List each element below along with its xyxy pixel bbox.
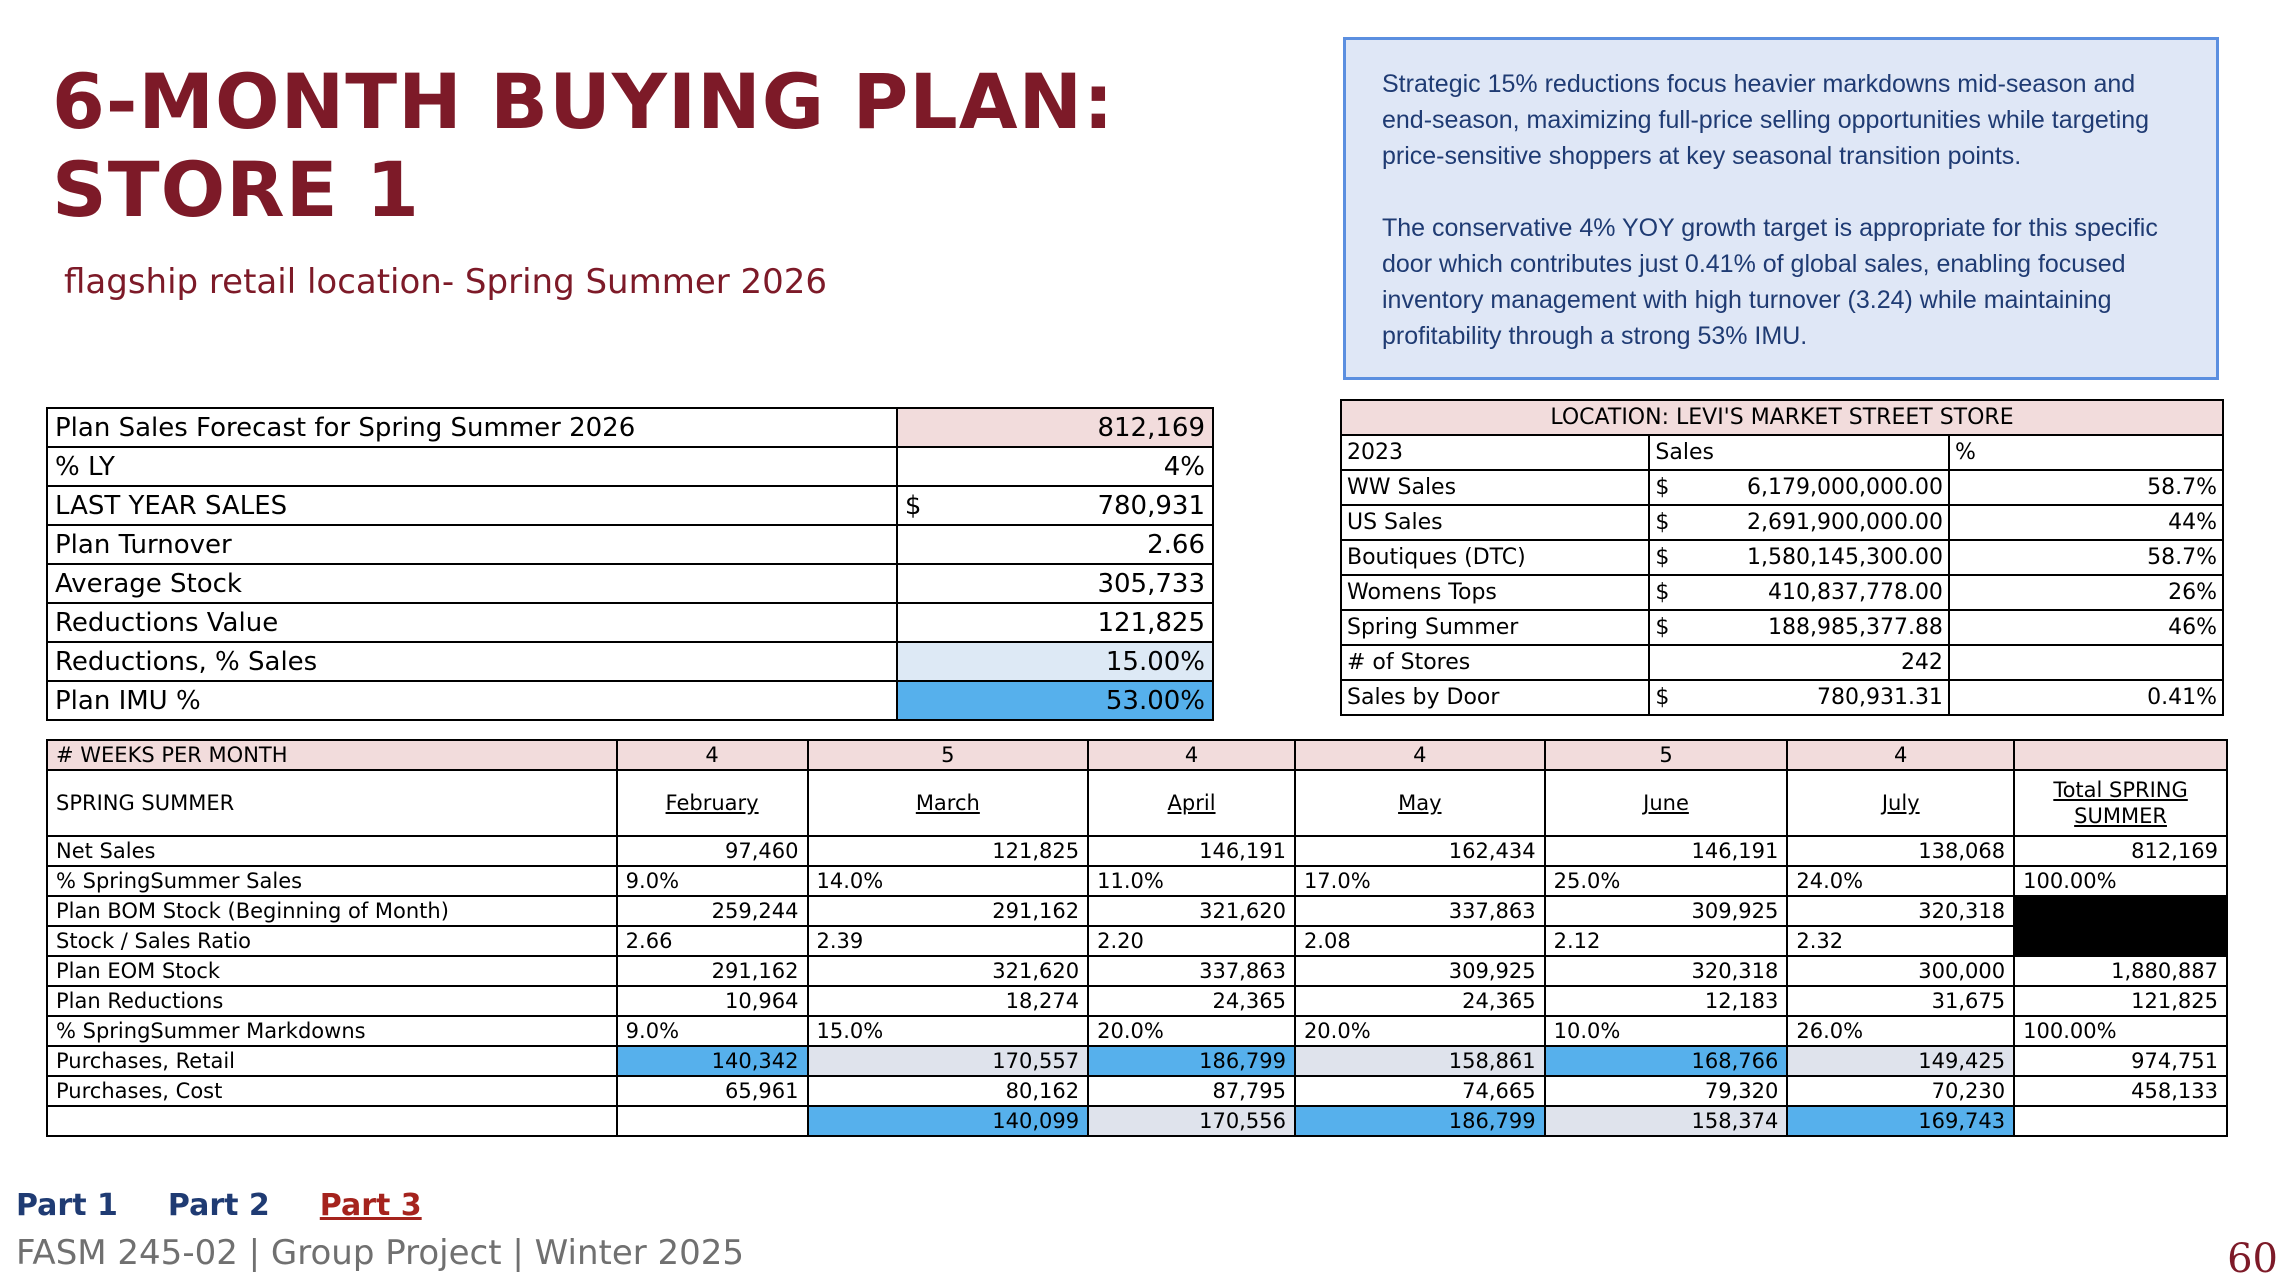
month-value: 146,191: [1545, 836, 1788, 866]
row-label: Net Sales: [47, 836, 617, 866]
total-value: 100.00%: [2014, 866, 2227, 896]
total-value: 812,169: [2014, 836, 2227, 866]
total-value: 1,880,887: [2014, 956, 2227, 986]
location-sales-cell: [1649, 505, 1949, 540]
location-sales: 6,179,000,000.00: [1747, 475, 1943, 500]
month-value: 15.0%: [808, 1016, 1089, 1046]
month-value: 321,620: [808, 956, 1089, 986]
season-label: SPRING SUMMER: [47, 770, 617, 836]
month-value: 170,557: [808, 1046, 1089, 1076]
location-table: [1340, 399, 2224, 716]
location-label: WW Sales: [1341, 470, 1649, 505]
month-value: 121,825: [808, 836, 1089, 866]
month-value: 12,183: [1545, 986, 1788, 1016]
month-value: 97,460: [617, 836, 808, 866]
nav-link-part-1[interactable]: Part 1: [16, 1188, 118, 1223]
table-row: [47, 1106, 2227, 1136]
location-pct: 46%: [1949, 610, 2223, 645]
table-row: [47, 986, 2227, 1016]
month-value: 24.0%: [1787, 866, 2014, 896]
location-pct: [1949, 645, 2223, 680]
location-pct: 58.7%: [1949, 470, 2223, 505]
month-value: 17.0%: [1295, 866, 1545, 896]
summary-label: Plan Turnover: [47, 525, 897, 564]
location-sales-cell: [1649, 540, 1949, 575]
month-header: June: [1545, 770, 1788, 836]
nav-link-part-3[interactable]: Part 3: [319, 1188, 422, 1223]
month-value: 2.20: [1088, 926, 1295, 956]
location-label: Spring Summer: [1341, 610, 1649, 645]
table-row: [47, 1076, 2227, 1106]
summary-label: Reductions Value: [47, 603, 897, 642]
month-value: 79,320: [1545, 1076, 1788, 1106]
month-value: 337,863: [1088, 956, 1295, 986]
month-value: 2.12: [1545, 926, 1788, 956]
total-value: 100.00%: [2014, 1016, 2227, 1046]
month-value: 146,191: [1088, 836, 1295, 866]
month-value: 170,556: [1088, 1106, 1295, 1136]
month-value: 80,162: [808, 1076, 1089, 1106]
table-row: [1341, 575, 2223, 610]
summary-value-cell: [897, 486, 1213, 525]
month-header: March: [808, 770, 1089, 836]
location-pct: 58.7%: [1949, 540, 2223, 575]
month-value: 2.66: [617, 926, 808, 956]
month-value: 140,099: [808, 1106, 1089, 1136]
table-header-row: [1341, 435, 2223, 470]
table-row: [47, 447, 1213, 486]
month-value: 10,964: [617, 986, 808, 1016]
title-line-2: STORE 1: [52, 145, 420, 234]
month-value: 169,743: [1787, 1106, 2014, 1136]
summary-value: 53.00%: [897, 681, 1213, 720]
month-header: February: [617, 770, 808, 836]
location-sales: 780,931.31: [1816, 685, 1943, 710]
location-pct: 0.41%: [1949, 680, 2223, 715]
notes-box: [1343, 37, 2219, 380]
table-row: [1341, 505, 2223, 540]
row-label: Plan Reductions: [47, 986, 617, 1016]
month-value: 2.39: [808, 926, 1089, 956]
month-value: 158,861: [1295, 1046, 1545, 1076]
currency-symbol: $: [1655, 685, 1670, 710]
month-value: 31,675: [1787, 986, 2014, 1016]
currency-symbol: $: [1655, 580, 1670, 605]
month-value: 309,925: [1295, 956, 1545, 986]
weeks-row: [47, 740, 2227, 770]
location-label: US Sales: [1341, 505, 1649, 540]
month-value: 2.32: [1787, 926, 2014, 956]
table-row: [1341, 645, 2223, 680]
location-sales: 2,691,900,000.00: [1747, 510, 1943, 535]
location-sales: 410,837,778.00: [1767, 580, 1943, 605]
month-value: 320,318: [1545, 956, 1788, 986]
month-value: 138,068: [1787, 836, 2014, 866]
month-value: 25.0%: [1545, 866, 1788, 896]
month-value: 14.0%: [808, 866, 1089, 896]
month-value: 291,162: [808, 896, 1089, 926]
month-value: 149,425: [1787, 1046, 2014, 1076]
month-value: 9.0%: [617, 866, 808, 896]
summary-value: 305,733: [897, 564, 1213, 603]
month-value: 20.0%: [1088, 1016, 1295, 1046]
location-sales-cell: [1649, 610, 1949, 645]
month-value: 74,665: [1295, 1076, 1545, 1106]
weeks-count: 5: [1545, 740, 1788, 770]
month-value: 158,374: [1545, 1106, 1788, 1136]
row-label: Purchases, Cost: [47, 1076, 617, 1106]
currency-symbol: $: [1655, 615, 1670, 640]
note-paragraph: The conservative 4% YOY growth target is appropriate for this specific door which contributes just 0.41% of global sales, enabling focused inventory management with high turnover (3.24) while maintaining profitability through a strong 53% IMU.: [1382, 214, 2158, 350]
table-title-row: [1341, 400, 2223, 435]
table-row: [1341, 540, 2223, 575]
month-value: 2.08: [1295, 926, 1545, 956]
table-row: [47, 525, 1213, 564]
month-value: 321,620: [1088, 896, 1295, 926]
weeks-count: 4: [617, 740, 808, 770]
location-label: Sales by Door: [1341, 680, 1649, 715]
summary-label: LAST YEAR SALES: [47, 486, 897, 525]
weeks-count: 4: [1295, 740, 1545, 770]
column-header: 2023: [1341, 435, 1649, 470]
summary-value: 780,931: [1097, 490, 1205, 521]
table-row: [1341, 610, 2223, 645]
summary-value: 812,169: [897, 408, 1213, 447]
month-header: May: [1295, 770, 1545, 836]
month-value: 20.0%: [1295, 1016, 1545, 1046]
month-header: July: [1787, 770, 2014, 836]
row-label: [47, 1106, 617, 1136]
summary-label: Plan Sales Forecast for Spring Summer 2026: [47, 408, 897, 447]
summary-value: 4%: [897, 447, 1213, 486]
location-title: LOCATION: LEVI'S MARKET STREET STORE: [1341, 400, 2223, 435]
table-row: [47, 926, 2227, 956]
page-title: [52, 58, 1115, 234]
month-value: 186,799: [1088, 1046, 1295, 1076]
month-header: April: [1088, 770, 1295, 836]
weeks-label: # WEEKS PER MONTH: [47, 740, 617, 770]
month-value: 320,318: [1787, 896, 2014, 926]
month-value: 24,365: [1088, 986, 1295, 1016]
summary-label: Plan IMU %: [47, 681, 897, 720]
location-sales-cell: [1649, 470, 1949, 505]
table-row: [47, 564, 1213, 603]
note-paragraph: Strategic 15% reductions focus heavier markdowns mid-season and end-season, maximizing full-price selling opportunities while targeting price-sensitive shoppers at key seasonal transition points.: [1382, 70, 2150, 170]
table-row: [1341, 680, 2223, 715]
month-value: 10.0%: [1545, 1016, 1788, 1046]
location-label: Boutiques (DTC): [1341, 540, 1649, 575]
title-line-1: 6-MONTH BUYING PLAN:: [52, 57, 1115, 146]
location-sales-cell: [1649, 645, 1949, 680]
location-sales-cell: [1649, 680, 1949, 715]
location-sales: 188,985,377.88: [1767, 615, 1943, 640]
page-subtitle: flagship retail location- Spring Summer 2026: [64, 262, 828, 302]
table-row: [47, 866, 2227, 896]
summary-label: Average Stock: [47, 564, 897, 603]
table-row: [47, 486, 1213, 525]
month-value: 65,961: [617, 1076, 808, 1106]
total-value: [2014, 926, 2227, 956]
table-row: [47, 1046, 2227, 1076]
total-value: 121,825: [2014, 986, 2227, 1016]
month-value: 9.0%: [617, 1016, 808, 1046]
total-value: 458,133: [2014, 1076, 2227, 1106]
total-value: 974,751: [2014, 1046, 2227, 1076]
month-value: 186,799: [1295, 1106, 1545, 1136]
table-row: [47, 836, 2227, 866]
row-label: Plan EOM Stock: [47, 956, 617, 986]
location-label: Womens Tops: [1341, 575, 1649, 610]
location-sales: 1,580,145,300.00: [1747, 545, 1943, 570]
month-value: 26.0%: [1787, 1016, 2014, 1046]
location-pct: 44%: [1949, 505, 2223, 540]
summary-value: 121,825: [897, 603, 1213, 642]
month-value: 87,795: [1088, 1076, 1295, 1106]
month-value: 24,365: [1295, 986, 1545, 1016]
page-number: 60: [2227, 1236, 2278, 1282]
summary-label: Reductions, % Sales: [47, 642, 897, 681]
summary-label: % LY: [47, 447, 897, 486]
month-value: 11.0%: [1088, 866, 1295, 896]
month-value: 300,000: [1787, 956, 2014, 986]
weeks-total: [2014, 740, 2227, 770]
table-row: [47, 681, 1213, 720]
currency-symbol: $: [1655, 510, 1670, 535]
row-label: % SpringSummer Sales: [47, 866, 617, 896]
row-label: % SpringSummer Markdowns: [47, 1016, 617, 1046]
currency-symbol: $: [1655, 545, 1670, 570]
total-header: Total SPRING SUMMER: [2014, 770, 2227, 836]
weeks-count: 4: [1787, 740, 2014, 770]
month-value: 162,434: [1295, 836, 1545, 866]
row-label: Purchases, Retail: [47, 1046, 617, 1076]
month-value: 309,925: [1545, 896, 1788, 926]
location-sales-cell: [1649, 575, 1949, 610]
table-row: [47, 1016, 2227, 1046]
month-value: 259,244: [617, 896, 808, 926]
currency-symbol: $: [1655, 475, 1670, 500]
table-row: [47, 603, 1213, 642]
location-sales: 242: [1900, 650, 1943, 675]
month-value: 18,274: [808, 986, 1089, 1016]
summary-table: [46, 407, 1214, 721]
table-row: [47, 408, 1213, 447]
location-label: # of Stores: [1341, 645, 1649, 680]
total-value: [2014, 1106, 2227, 1136]
part-navigation: [16, 1188, 472, 1223]
month-value: 291,162: [617, 956, 808, 986]
currency-symbol: $: [904, 490, 922, 521]
month-value: 140,342: [617, 1046, 808, 1076]
total-value: [2014, 896, 2227, 926]
row-label: Plan BOM Stock (Beginning of Month): [47, 896, 617, 926]
month-value: 337,863: [1295, 896, 1545, 926]
weeks-count: 4: [1088, 740, 1295, 770]
table-row: [47, 896, 2227, 926]
column-header: %: [1949, 435, 2223, 470]
month-value: [617, 1106, 808, 1136]
weeks-count: 5: [808, 740, 1089, 770]
summary-value: 2.66: [897, 525, 1213, 564]
month-value: 70,230: [1787, 1076, 2014, 1106]
row-label: Stock / Sales Ratio: [47, 926, 617, 956]
month-value: 168,766: [1545, 1046, 1788, 1076]
column-header: Sales: [1649, 435, 1949, 470]
summary-value: 15.00%: [897, 642, 1213, 681]
footer-text: FASM 245-02 | Group Project | Winter 2025: [16, 1233, 745, 1273]
table-row: [47, 642, 1213, 681]
location-pct: 26%: [1949, 575, 2223, 610]
monthly-plan-table: [46, 739, 2228, 1137]
table-row: [47, 956, 2227, 986]
table-row: [1341, 470, 2223, 505]
nav-link-part-2[interactable]: Part 2: [167, 1188, 270, 1223]
months-header-row: [47, 770, 2227, 836]
